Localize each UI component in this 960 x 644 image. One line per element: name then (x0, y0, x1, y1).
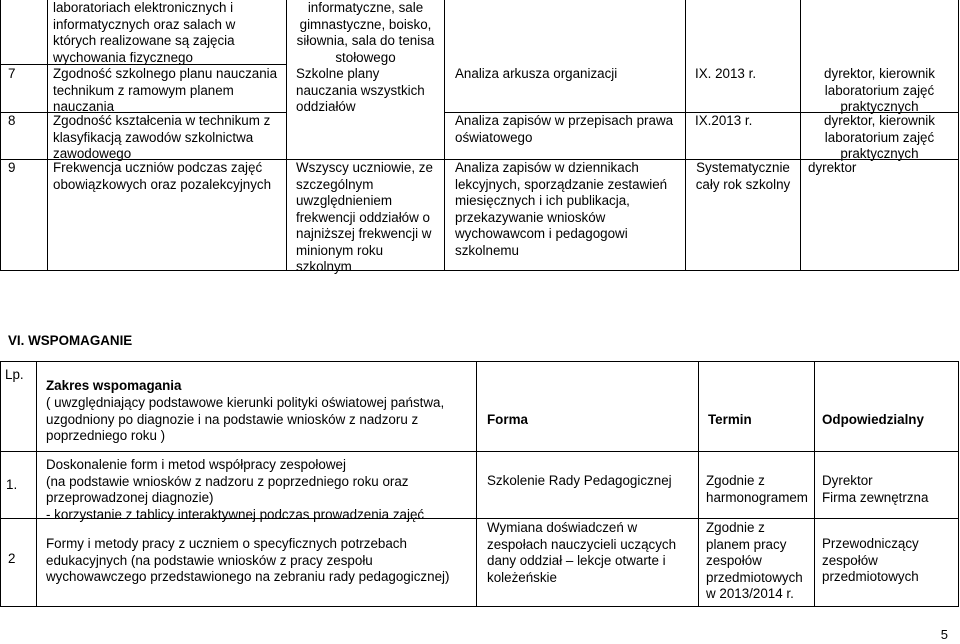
top-row2-col4: IX.2013 r. (695, 113, 753, 128)
bottom-table-border (698, 361, 699, 607)
row2-scope: Formy i metody pracy z uczniem o specyficznych potrzebach edukacyjnych (na podstawie wniosków z pracy zespołu wychowawczego przedstawionego na zebraniu rady pedagogicznej) (46, 536, 450, 584)
row1-form: Szkolenie Rady Pedagogicznej (487, 473, 672, 488)
top-row1-col4: IX. 2013 r. (695, 66, 757, 81)
row2-term: Zgodnie z planem pracy zespołów przedmiotowych w 2013/2014 r. (706, 520, 803, 601)
bottom-table-border (36, 361, 37, 607)
header-responsible: Odpowiedzialny (822, 412, 924, 427)
bottom-table-border (0, 361, 959, 362)
top-row2-col3: Analiza zapisów w przepisach prawa oświatowego (455, 113, 674, 145)
section-title: VI. WSPOMAGANIE (8, 333, 133, 348)
row2-form: Wymiana doświadczeń w zespołach nauczycieli uczących dany oddział – lekcje otwarte i koleżeńskie (487, 520, 677, 585)
top-row3-col1: Frekwencja uczniów podczas zajęć obowiązkowych oraz pozalekcyjnych (53, 160, 272, 192)
row2-lp: 2 (8, 551, 16, 566)
top-table-border (0, 270, 959, 271)
bottom-table-border (0, 606, 959, 607)
header-lp: Lp. (5, 367, 24, 382)
page-number: 5 (940, 627, 948, 642)
top-row2-col1: Zgodność kształcenia w technikum z klasyfikacją zawodów szkolnictwa zawodowego (53, 113, 271, 161)
top-row1-col5: dyrektor, kierownik laboratorium zajęć praktycznych (824, 66, 935, 114)
row1-lp: 1. (6, 477, 18, 492)
top-row3-num: 9 (8, 160, 16, 175)
top-row3-col4: Systematycznie cały rok szkolny (695, 160, 791, 192)
bottom-table-border (0, 451, 959, 452)
row1-term: Zgodnie z harmonogramem (706, 473, 808, 505)
header-scope-desc: ( uwzględniający podstawowe kierunki polityki oświatowej państwa, uzgodniony po diagnozie i na podstawie wniosków z nadzoru z poprzedniego roku ) (46, 395, 445, 443)
top-table-border (444, 0, 445, 270)
top-row3-col3: Analiza zapisów w dziennikach lekcyjnych, sporządzanie zestawień miesięcznych i ich publikacja, przekazywanie wniosków wychowawcom i pedagogowi szkolnemu (455, 160, 668, 258)
header-term: Termin (708, 412, 752, 427)
row2-responsible: Przewodniczący zespołów przedmiotowych (822, 536, 919, 584)
top-row2-col5: dyrektor, kierownik laboratorium zajęć praktycznych (824, 113, 935, 161)
top-row1-col1: Zgodność szkolnego planu nauczania technikum z ramowym planem nauczania (53, 66, 278, 114)
top-row1-col2: Szkolne plany nauczania wszystkich oddziałów (296, 66, 425, 114)
top-row3-col2: Wszyscy uczniowie, ze szczególnym uwzględnieniem frekwencji oddziałów o najniższej frekwencji w minionym roku szkolnym (296, 160, 433, 274)
bottom-table-border (0, 361, 1, 607)
top-table-border (0, 0, 1, 270)
top-table-border (958, 0, 959, 270)
top-row3-col5: dyrektor (808, 160, 857, 175)
top-row2-num: 8 (8, 113, 16, 128)
top-row0-col1: laboratoriach elektronicznych i informatycznych oraz salach w których realizowane są zajęcia wychowania fizycznego (53, 0, 236, 65)
top-row1-col3: Analiza arkusza organizacji (455, 66, 618, 81)
row1-responsible: Dyrektor Firma zewnętrzna (822, 473, 929, 505)
bottom-table-border (814, 361, 815, 607)
top-table-border (47, 0, 48, 270)
top-row1-num: 7 (8, 66, 16, 81)
top-row0-col2: informatyczne, sale gimnastyczne, boisko, siłownia, sala do tenisa stołowego (296, 0, 435, 65)
header-scope-title: Zakres wspomagania (46, 378, 182, 393)
top-table-border (685, 0, 686, 270)
header-form: Forma (487, 412, 528, 427)
bottom-table-border (958, 361, 959, 607)
row1-scope: Doskonalenie form i metod współpracy zespołowej (na podstawie wniosków z nadzoru z poprzedniego roku oraz przeprowadzonej diagnozie) - korzystanie z tablicy interaktywnej podczas prowadzenia zajęć (46, 457, 425, 522)
bottom-table-border (476, 361, 477, 607)
